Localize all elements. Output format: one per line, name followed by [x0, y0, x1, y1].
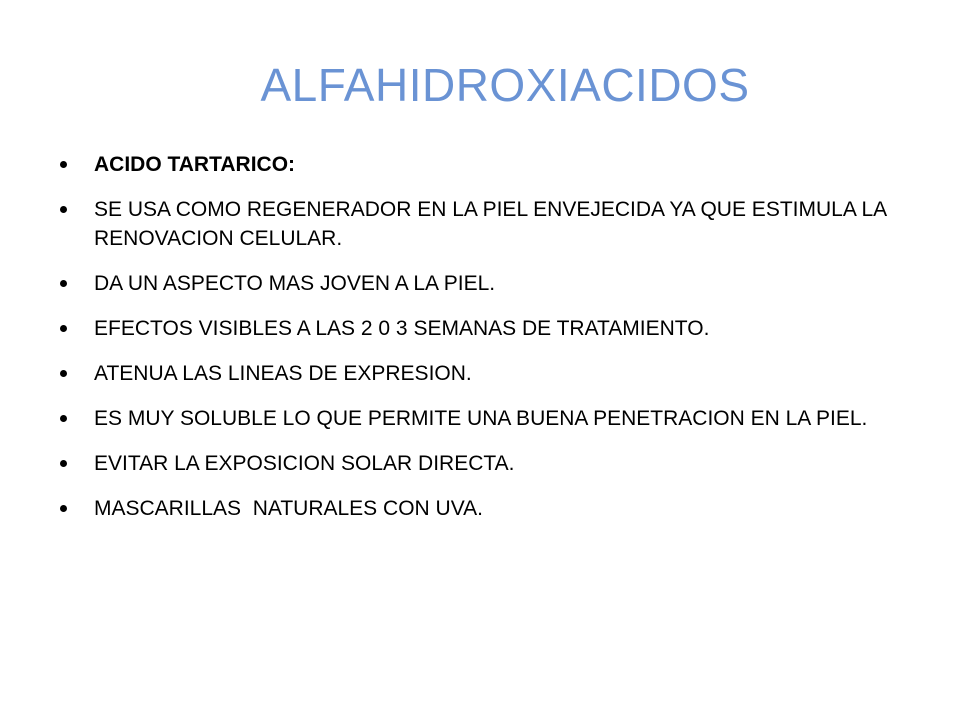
bullet-dot-icon [60, 325, 67, 332]
bullet-text: SE USA COMO REGENERADOR EN LA PIEL ENVEJECIDA YA QUE ESTIMULA LA RENOVACION CELULAR. [94, 198, 892, 250]
bullet-text: ATENUA LAS LINEAS DE EXPRESION. [94, 362, 472, 385]
bullet-dot-icon [60, 206, 67, 213]
bullet-text: ACIDO TARTARICO: [94, 153, 296, 176]
bullet-list [58, 150, 904, 539]
bullet-text: EVITAR LA EXPOSICION SOLAR DIRECTA. [94, 452, 515, 475]
slide-title: ALFAHIDROXIACIDOS [260, 59, 750, 111]
bullet-item [58, 150, 904, 179]
bullet-item [58, 269, 904, 298]
bullet-text: DA UN ASPECTO MAS JOVEN A LA PIEL. [94, 272, 496, 295]
bullet-item [58, 359, 904, 388]
bullet-dot-icon [60, 161, 67, 168]
bullet-dot-icon [60, 415, 67, 422]
bullet-dot-icon [60, 460, 67, 467]
bullet-dot-icon [60, 370, 67, 377]
bullet-dot-icon [60, 280, 67, 287]
bullet-item [58, 449, 904, 478]
bullet-item [58, 494, 904, 523]
bullet-text: ES MUY SOLUBLE LO QUE PERMITE UNA BUENA PENETRACION EN LA PIEL. [94, 407, 868, 430]
bullet-item [58, 404, 904, 433]
bullet-text: EFECTOS VISIBLES A LAS 2 0 3 SEMANAS DE TRATAMIENTO. [94, 317, 710, 340]
bullet-item [58, 314, 904, 343]
bullet-text: MASCARILLAS NATURALES CON UVA. [94, 497, 483, 520]
bullet-dot-icon [60, 505, 67, 512]
bullet-item [58, 195, 904, 253]
